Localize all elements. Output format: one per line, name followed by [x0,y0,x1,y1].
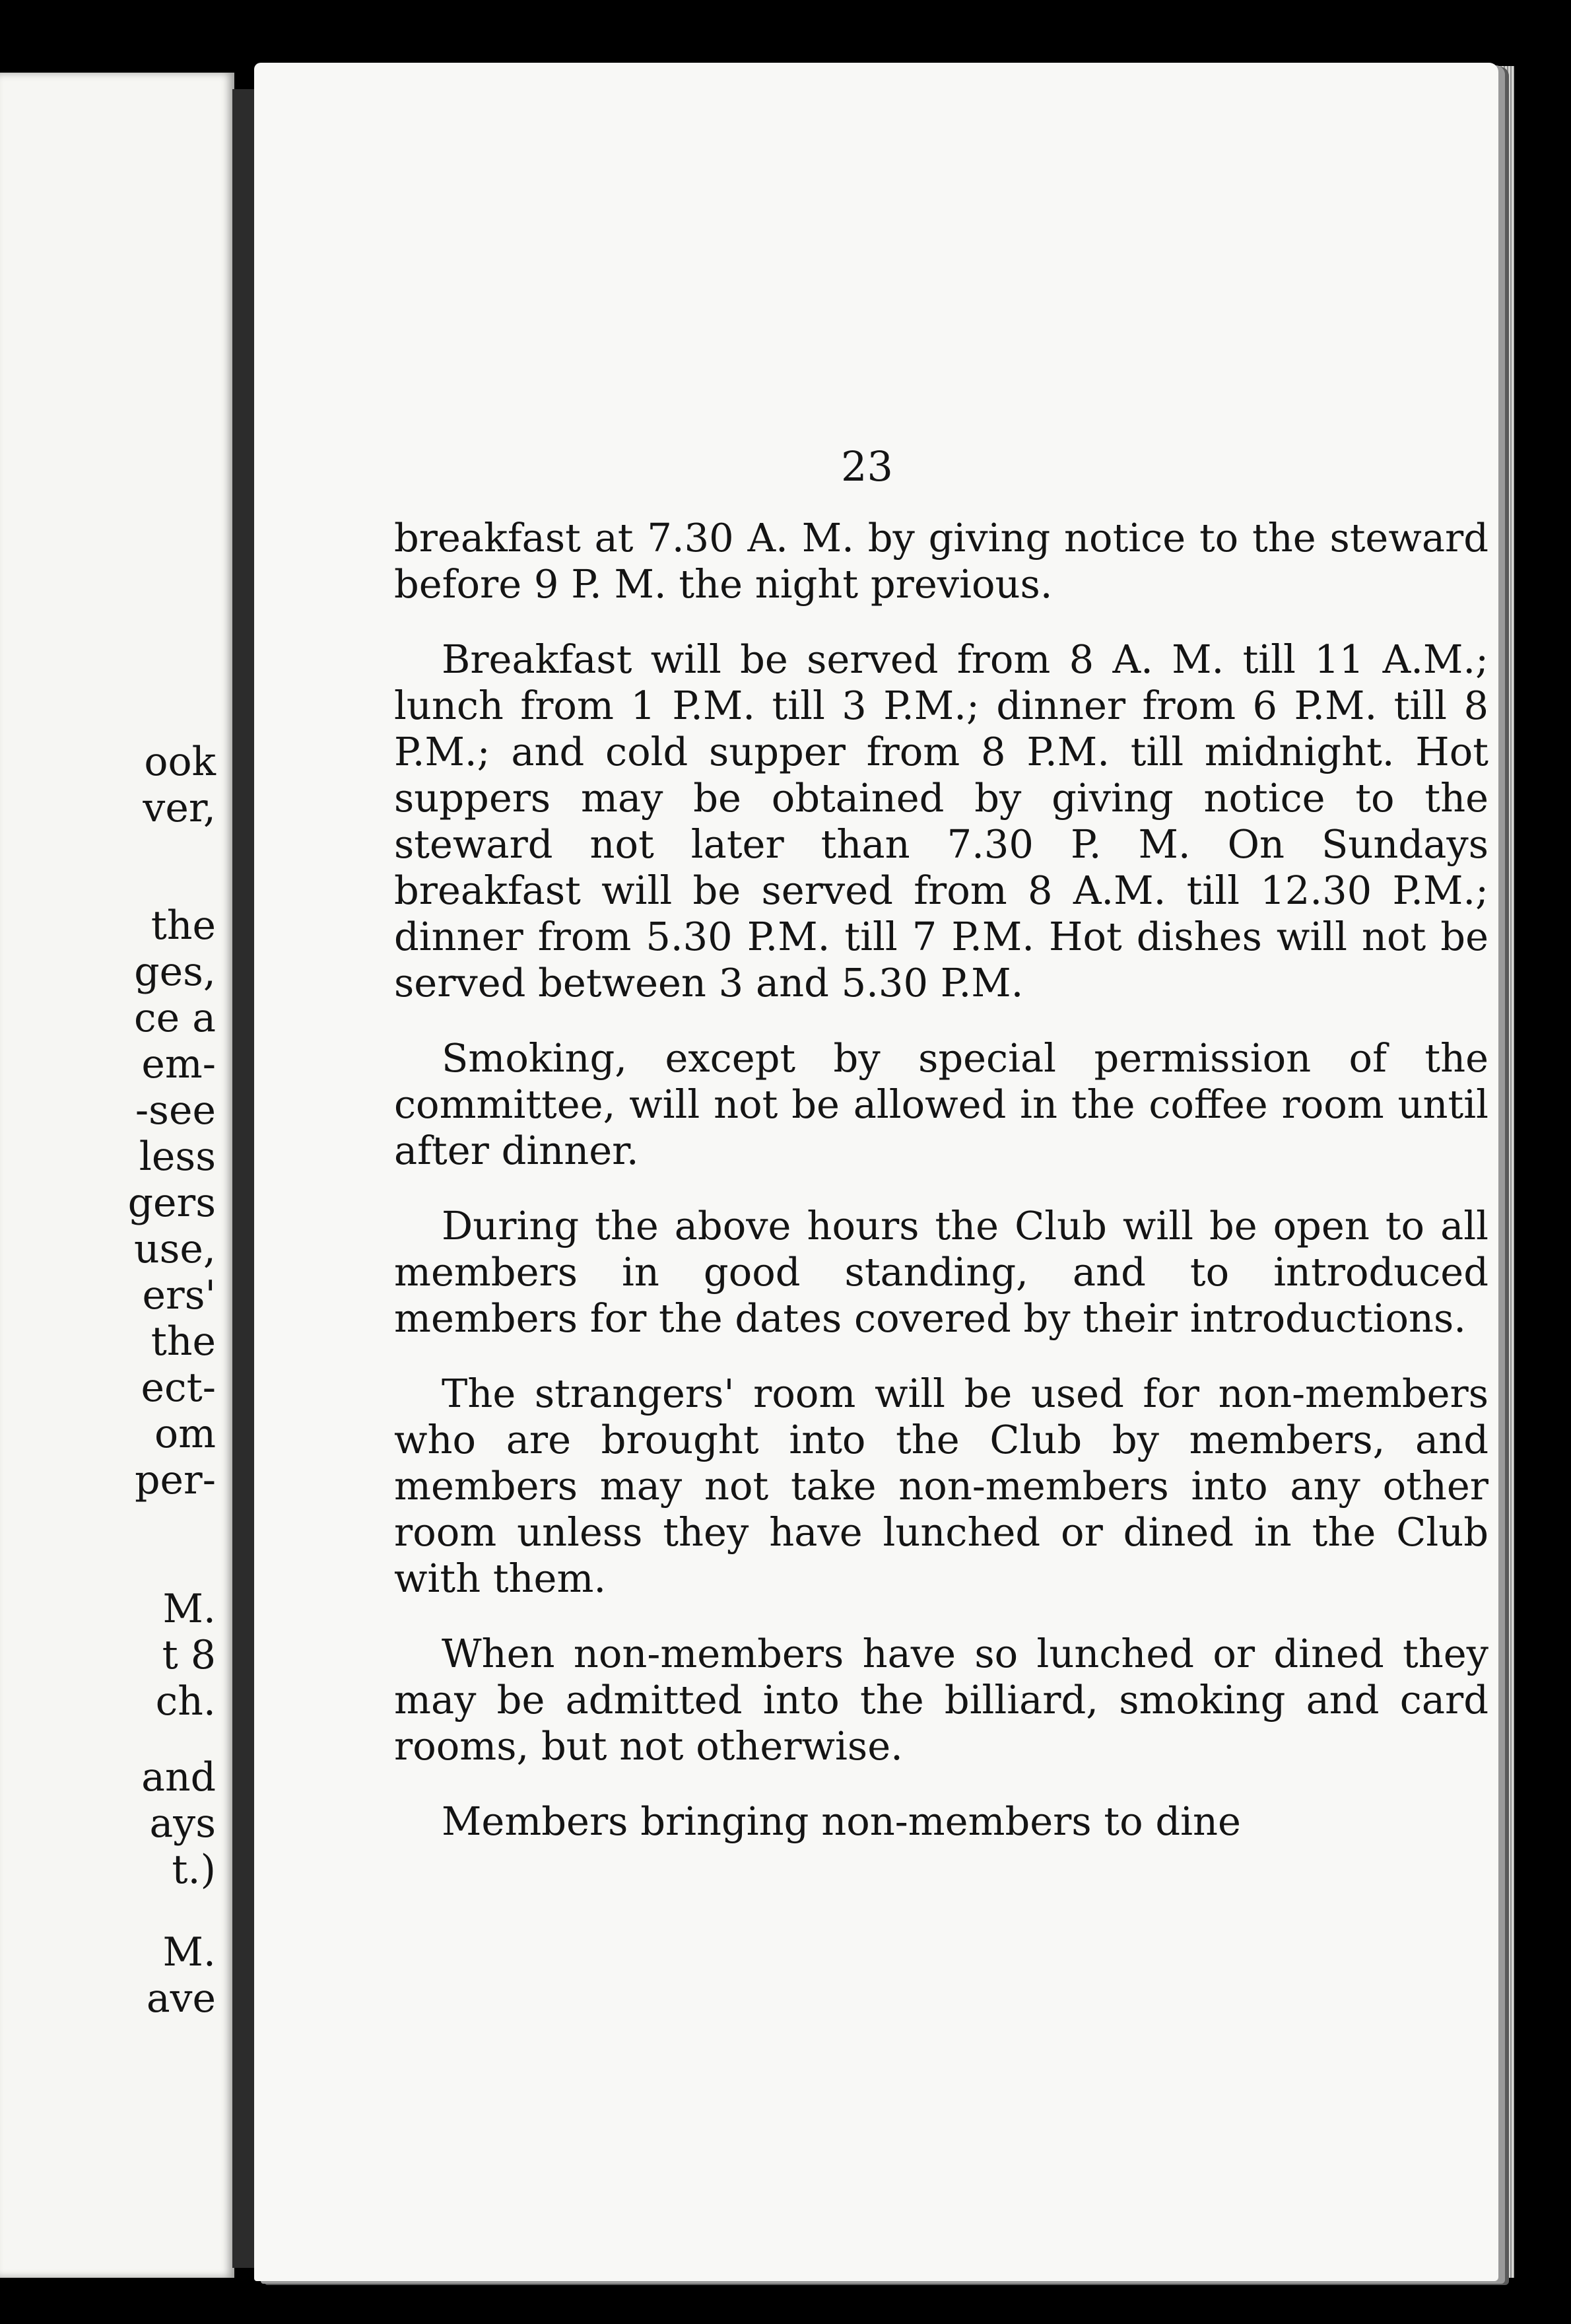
left-page-fragment: the [150,1318,216,1365]
left-page-fragment: and [141,1754,216,1800]
left-page-fragment: ook [144,739,216,785]
left-page-fragment: ver, [143,785,216,831]
paragraph: When non-members have so lunched or dined they may be admitted into the billiard, smoking and card rooms, but not otherwise. [394,1631,1488,1769]
left-page-fragment: t 8 [162,1632,216,1678]
paragraph: During the above hours the Club will be open to all members in good standing, and to introduced members for the dates covered by their introductions. [394,1203,1488,1341]
left-page-fragment: gers [127,1180,216,1226]
page-number: 23 [841,442,893,491]
page-edge [1498,66,1514,2278]
left-page-fragment: -see [135,1087,216,1134]
left-page-fragment: om [154,1411,216,1457]
paragraph: breakfast at 7.30 A. M. by giving notice to the steward before 9 P. M. the night previous. [394,515,1488,607]
left-page-fragment: ch. [155,1678,216,1725]
left-page-fragment: em- [141,1041,216,1087]
left-page-fragment: less [139,1134,216,1180]
paragraph: Members bringing non-members to dine [442,1798,1241,1844]
left-page-fragment: M. [162,1929,216,1975]
body-text [394,515,1488,1845]
left-page-fragment: ays [149,1800,216,1847]
left-page-fragment: per- [135,1457,216,1503]
paragraph: The strangers' room will be used for non-members who are brought into the Club by members, and members may not take non-members into any other room unless they have lunched or dined in the Club with them. [394,1371,1488,1601]
left-page [0,73,234,2278]
left-page-fragment: ave [146,1975,216,2022]
left-page-fragment: ers' [142,1272,216,1318]
left-page-fragment: use, [133,1226,216,1272]
book-gutter [232,89,256,2268]
paragraph: Smoking, except by special permission of the committee, will not be allowed in the coffee room until after dinner. [394,1035,1488,1173]
left-page-fragment: M. [162,1586,216,1632]
left-page-fragment: ce a [134,995,216,1041]
left-page-fragment: the [150,903,216,949]
right-page [254,63,1498,2281]
left-page-fragment: t.) [172,1847,216,1893]
paragraph: Breakfast will be served from 8 A. M. till 11 A.M.; lunch from 1 P.M. till 3 P.M.; dinner from 6 P.M. till 8 P.M.; and cold supper from 8 P.M. till midnight. Hot suppers may be obtained by giving notice to the steward not later than 7.30 P. M. On Sundays breakfast will be served from 8 A.M. till 12.30 P.M.; dinner from 5.30 P.M. till 7 P.M. Hot dishes will not be served between 3 and 5.30 P.M. [394,636,1488,1006]
left-page-fragment: ect- [141,1365,216,1411]
left-page-fragment: ges, [134,949,216,995]
